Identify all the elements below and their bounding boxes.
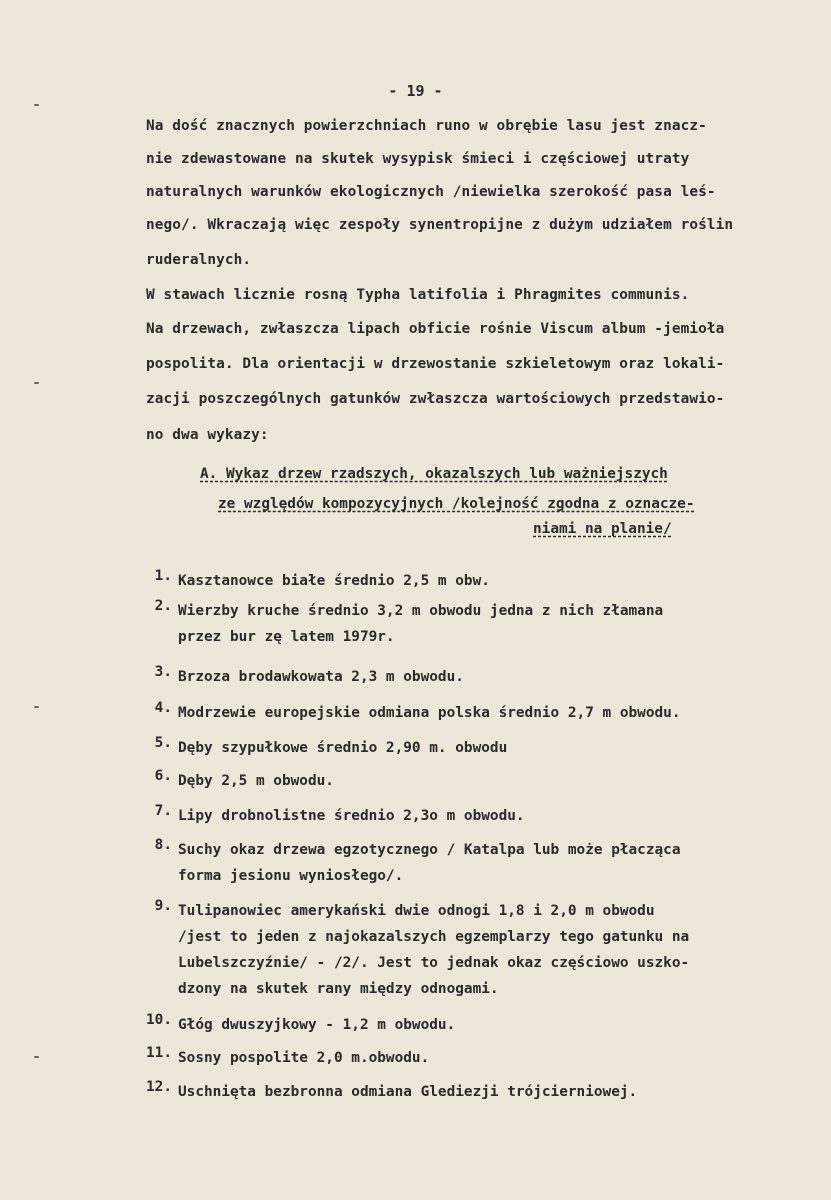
item-text: Kasztanowce białe średnio 2,5 m obw. — [178, 573, 490, 589]
item-text: Wierzby kruche średnio 3,2 m obwodu jedna z nich złamana przez bur zę latem 1979r. — [178, 603, 664, 645]
heading-line: A. Wykaz drzew rzadszych, okazalszych lub ważniejszych — [200, 466, 668, 482]
heading-line: ze względów kompozycyjnych /kolejność zgodna z oznacze- — [218, 496, 695, 512]
item-number: 8. — [154, 837, 172, 853]
item-number: 7. — [154, 803, 172, 819]
item-text: Lipy drobnolistne średnio 2,3o m obwodu. — [178, 808, 525, 824]
item-text: Dęby 2,5 m obwodu. — [178, 773, 334, 789]
item-number: 2. — [154, 598, 172, 614]
margin-mark — [34, 382, 39, 384]
item-text: Brzoza brodawkowata 2,3 m obwodu. — [178, 669, 464, 685]
margin-mark — [34, 104, 39, 106]
item-number: 5. — [154, 735, 172, 751]
paragraph-line: ruderalnych. — [146, 252, 252, 268]
paragraph-line: Na dość znacznych powierzchniach runo w obrębie lasu jest znacz- — [146, 118, 707, 134]
item-number: 1. — [154, 568, 172, 584]
item-text: Dęby szypułkowe średnio 2,90 m. obwodu — [178, 740, 508, 756]
page-number: - 19 - — [388, 82, 443, 100]
paragraph-line: W stawach licznie rosną Typha latifolia i Phragmites communis. — [146, 287, 690, 303]
margin-mark — [34, 706, 39, 708]
item-text: Sosny pospolite 2,0 m.obwodu. — [178, 1050, 430, 1066]
paragraph-line: pospolita. Dla orientacji w drzewostanie szkieletowym oraz lokali- — [146, 356, 725, 372]
item-text: Modrzewie europejskie odmiana polska średnio 2,7 m obwodu. — [178, 705, 681, 721]
item-number: 4. — [154, 700, 172, 716]
item-number: 6. — [154, 768, 172, 784]
item-number: 12. — [146, 1079, 172, 1095]
item-number: 10. — [146, 1012, 172, 1028]
item-number: 9. — [154, 898, 172, 914]
item-text: Uschnięta bezbronna odmiana Glediezji trójcierniowej. — [178, 1084, 638, 1100]
item-number: 3. — [154, 664, 172, 680]
paragraph-line: naturalnych warunków ekologicznych /niewielka szerokość pasa leś- — [146, 184, 716, 200]
heading-line: niami na planie/ — [533, 521, 672, 537]
paragraph-line: Na drzewach, zwłaszcza lipach obficie rośnie Viscum album -jemioła — [146, 321, 725, 337]
item-text: Suchy okaz drzewa egzotycznego / Katalpa lub może płacząca forma jesionu wyniosłego/. — [178, 842, 681, 884]
item-number: 11. — [146, 1045, 172, 1061]
paragraph-line: nie zdewastowane na skutek wysypisk śmieci i częściowej utraty — [146, 151, 690, 167]
margin-mark — [34, 1056, 39, 1058]
paragraph-line: no dwa wykazy: — [146, 427, 269, 443]
item-text: Tulipanowiec amerykański dwie odnogi 1,8 i 2,0 m obwodu /jest to jeden z najokazalszych egzemplarzy tego gatunku na Lubelszczyźnie/ - /2/. Jest to jednak okaz częściowo uszko- dzony na skutek rany między odnogami. — [178, 903, 690, 997]
item-text: Głóg dwuszyjkowy - 1,2 m obwodu. — [178, 1017, 456, 1033]
paragraph-line: zacji poszczególnych gatunków zwłaszcza wartościowych przedstawio- — [146, 391, 725, 407]
paragraph-line: nego/. Wkraczają więc zespoły synentropijne z dużym udziałem roślin — [146, 217, 734, 233]
